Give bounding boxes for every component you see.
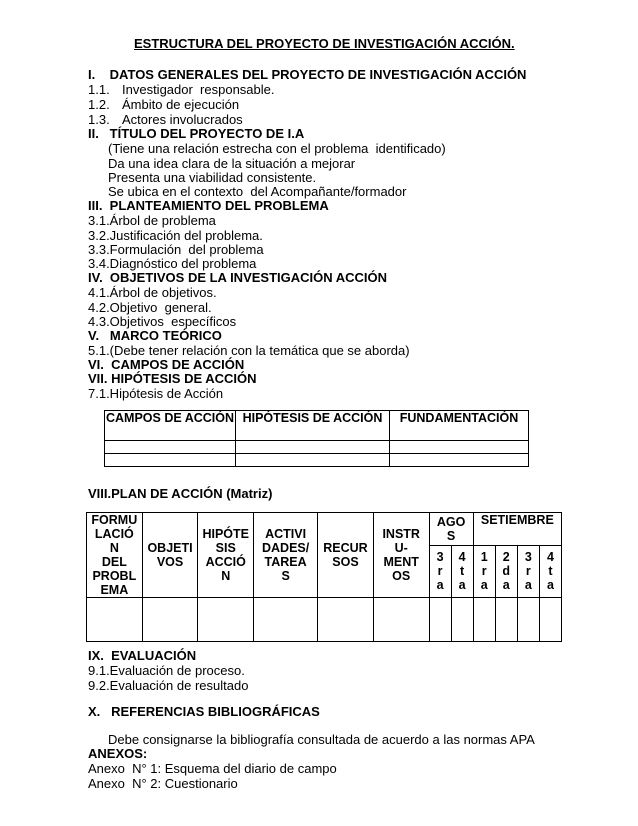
table-row	[105, 454, 529, 467]
list-item	[88, 112, 243, 127]
list-item: 3.3.Formulación del problema	[88, 242, 264, 257]
header-month-setiembre: SETIEMBRE	[473, 513, 561, 546]
text-line: (Tiene una relación estrecha con el problema identificado)	[108, 141, 446, 156]
list-item: 4.1.Árbol de objetivos.	[88, 285, 217, 300]
action-plan-table	[86, 512, 562, 642]
section-3-heading: III. PLANTEAMIENTO DEL PROBLEMA	[88, 198, 329, 213]
header-hipotesis: HIPÓTE SIS ACCIÓ N	[198, 513, 254, 598]
section-10-heading: X. REFERENCIAS BIBLIOGRÁFICAS	[88, 704, 320, 719]
section-8-heading: VIII.PLAN DE ACCIÓN (Matriz)	[88, 486, 273, 501]
list-item: 7.1.Hipótesis de Acción	[88, 386, 224, 401]
header-hipotesis: HIPÓTESIS DE ACCIÓN	[236, 411, 390, 441]
week-cell: 1 r a	[473, 545, 495, 597]
week-cell: 3 r a	[429, 545, 451, 597]
list-item	[88, 82, 274, 97]
table-row	[87, 598, 562, 642]
text-line: Da una idea clara de la situación a mejorar	[108, 156, 356, 171]
text-line: Se ubica en el contexto del Acompañante/formador	[108, 184, 407, 199]
week-cell: 3 r a	[517, 545, 539, 597]
list-item: Anexo N° 2: Cuestionario	[88, 776, 238, 791]
section-7-heading: VII. HIPÓTESIS DE ACCIÓN	[88, 371, 257, 386]
item-number: 1.1.	[88, 82, 110, 97]
list-item	[88, 97, 239, 112]
section-9-heading: IX. EVALUACIÓN	[88, 648, 197, 663]
header-actividades: ACTIVI DADES/ TAREA S	[254, 513, 318, 598]
header-objetivos: OBJETI VOS	[142, 513, 198, 598]
list-item: 9.1.Evaluación de proceso.	[88, 663, 245, 678]
item-text: Actores involucrados	[122, 112, 243, 127]
list-item: 9.2.Evaluación de resultado	[88, 678, 249, 693]
header-fundamentacion: FUNDAMENTACIÓN	[390, 411, 529, 441]
header-instrumentos: INSTR U- MENT OS	[373, 513, 429, 598]
header-campos: CAMPOS DE ACCIÓN	[105, 411, 236, 441]
header-recursos: RECUR SOS	[318, 513, 374, 598]
item-text: Ámbito de ejecución	[122, 97, 240, 112]
anexos-heading: ANEXOS:	[88, 746, 148, 761]
table-row	[105, 441, 529, 454]
header-month-agosto: AGO S	[429, 513, 473, 546]
list-item: 4.3.Objetivos específicos	[88, 314, 237, 329]
text-line: Presenta una viabilidad consistente.	[108, 170, 317, 185]
document-title: ESTRUCTURA DEL PROYECTO DE INVESTIGACIÓN ACCIÓN.	[134, 36, 515, 51]
hypothesis-table	[104, 410, 529, 467]
list-item: 3.4.Diagnóstico del problema	[88, 256, 257, 271]
item-text: Investigador responsable.	[122, 82, 275, 97]
header-formulacion: FORMU LACIÓ N DEL PROBL EMA	[87, 513, 143, 598]
list-item: 3.2.Justificación del problema.	[88, 228, 263, 243]
week-cell: 2 d a	[495, 545, 517, 597]
list-item: 4.2.Objetivo general.	[88, 300, 212, 315]
list-item: 3.1.Árbol de problema	[88, 213, 216, 228]
week-cell: 4 t a	[539, 545, 561, 597]
item-number: 1.2.	[88, 97, 110, 112]
section-5-heading: V. MARCO TEÓRICO	[88, 328, 222, 343]
item-number: 1.3.	[88, 112, 110, 127]
week-cell: 4 t a	[451, 545, 473, 597]
list-item: Anexo N° 1: Esquema del diario de campo	[88, 761, 337, 776]
section-6-heading: VI. CAMPOS DE ACCIÓN	[88, 357, 245, 372]
list-item: 5.1.(Debe tener relación con la temática que se aborda)	[88, 343, 410, 358]
text-line: Debe consignarse la bibliografía consultada de acuerdo a las normas APA	[108, 732, 535, 747]
section-4-heading: IV. OBJETIVOS DE LA INVESTIGACIÓN ACCIÓN	[88, 270, 388, 285]
section-2-heading: II. TÍTULO DEL PROYECTO DE I.A	[88, 126, 305, 141]
section-1-heading: I. DATOS GENERALES DEL PROYECTO DE INVESTIGACIÓN ACCIÓN	[88, 67, 527, 82]
